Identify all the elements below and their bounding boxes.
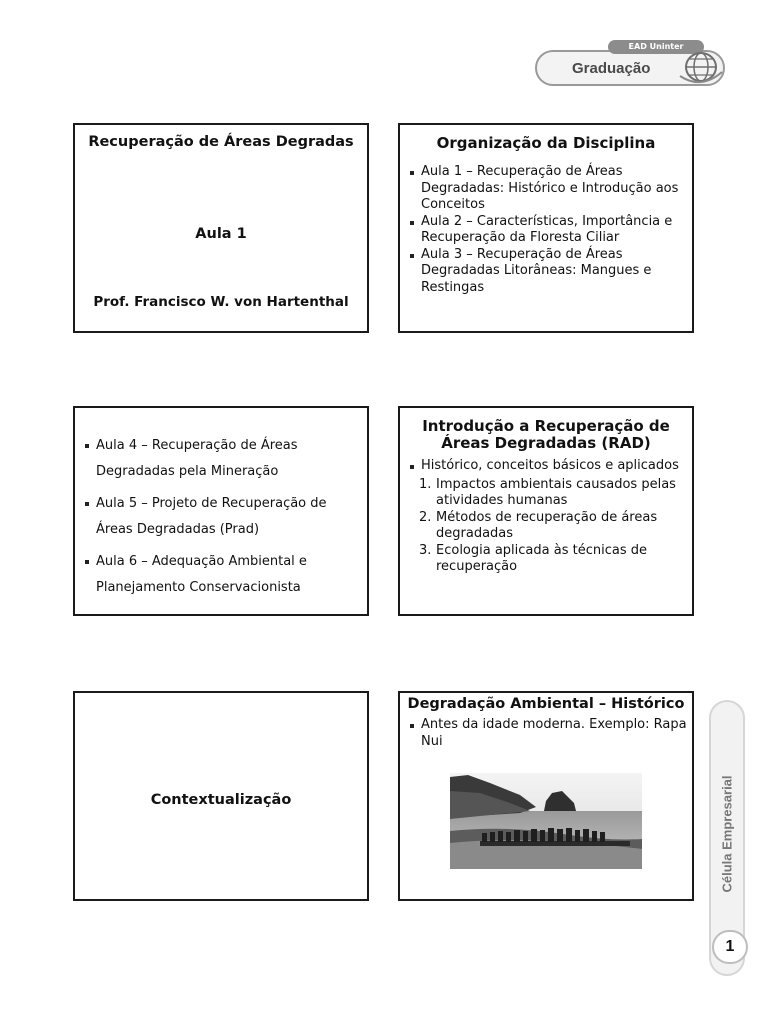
topic-list	[400, 717, 692, 750]
numbered-item	[400, 543, 692, 576]
item-text: Impactos ambientais causados pelas atividades humanas	[436, 476, 676, 508]
page-number: 1	[712, 930, 748, 964]
list-item: Aula 4 – Recuperação de Áreas Degradadas pela Mineração	[75, 433, 367, 485]
numbered-item	[400, 510, 692, 543]
slide-contextualizacao	[73, 691, 369, 901]
course-title: Recuperação de Áreas Degradas	[88, 134, 354, 150]
lesson-list	[400, 164, 692, 296]
lesson-label: Aula 1	[195, 226, 247, 242]
lesson-list	[75, 433, 367, 601]
globe-icon	[678, 46, 724, 88]
list-item: Antes da idade moderna. Exemplo: Rapa Nui	[400, 717, 692, 750]
rapa-nui-photo	[450, 773, 642, 869]
list-item: Aula 1 – Recuperação de Áreas Degradadas: Histórico e Introdução aos Conceitos	[400, 164, 692, 214]
slide-heading: Introdução a Recuperação de Áreas Degradadas (RAD)	[422, 417, 670, 452]
brand-title: Graduação	[572, 60, 651, 77]
numbered-list	[400, 477, 692, 576]
item-text: Ecologia aplicada às técnicas de recuperação	[436, 542, 647, 574]
side-tab-label-wrap	[715, 754, 739, 914]
list-item: Aula 2 – Características, Importância e Recuperação da Floresta Ciliar	[400, 214, 692, 247]
list-item: Aula 3 – Recuperação de Áreas Degradadas Litorâneas: Mangues e Restingas	[400, 247, 692, 297]
list-item: Aula 6 – Adequação Ambiental e Planejamento Conservacionista	[75, 549, 367, 601]
topic-list	[400, 458, 692, 475]
item-number: 1.	[419, 476, 432, 492]
brand-tag: EAD Uninter	[608, 40, 704, 54]
numbered-item	[400, 477, 692, 510]
list-item: Histórico, conceitos básicos e aplicados	[400, 458, 692, 475]
slide-heading: Organização da Disciplina	[436, 134, 656, 152]
slide-heading: Contextualização	[150, 792, 292, 808]
side-tab-label: Célula Empresarial	[719, 775, 735, 893]
slide-heading: Degradação Ambiental – Histórico	[407, 696, 685, 712]
item-text: Métodos de recuperação de áreas degradadas	[436, 509, 658, 541]
slide-organizacao	[398, 123, 694, 333]
professor-name: Prof. Francisco W. von Hartenthal	[93, 294, 349, 310]
slide-degradacao-historico	[398, 691, 694, 901]
slide-introducao-rad	[398, 406, 694, 616]
item-number: 3.	[419, 542, 432, 558]
brand-logo	[530, 32, 736, 94]
list-item: Aula 5 – Projeto de Recuperação de Áreas Degradadas (Prad)	[75, 491, 367, 543]
item-number: 2.	[419, 509, 432, 525]
slide-aulas-continuacao	[73, 406, 369, 616]
slide-title	[73, 123, 369, 333]
